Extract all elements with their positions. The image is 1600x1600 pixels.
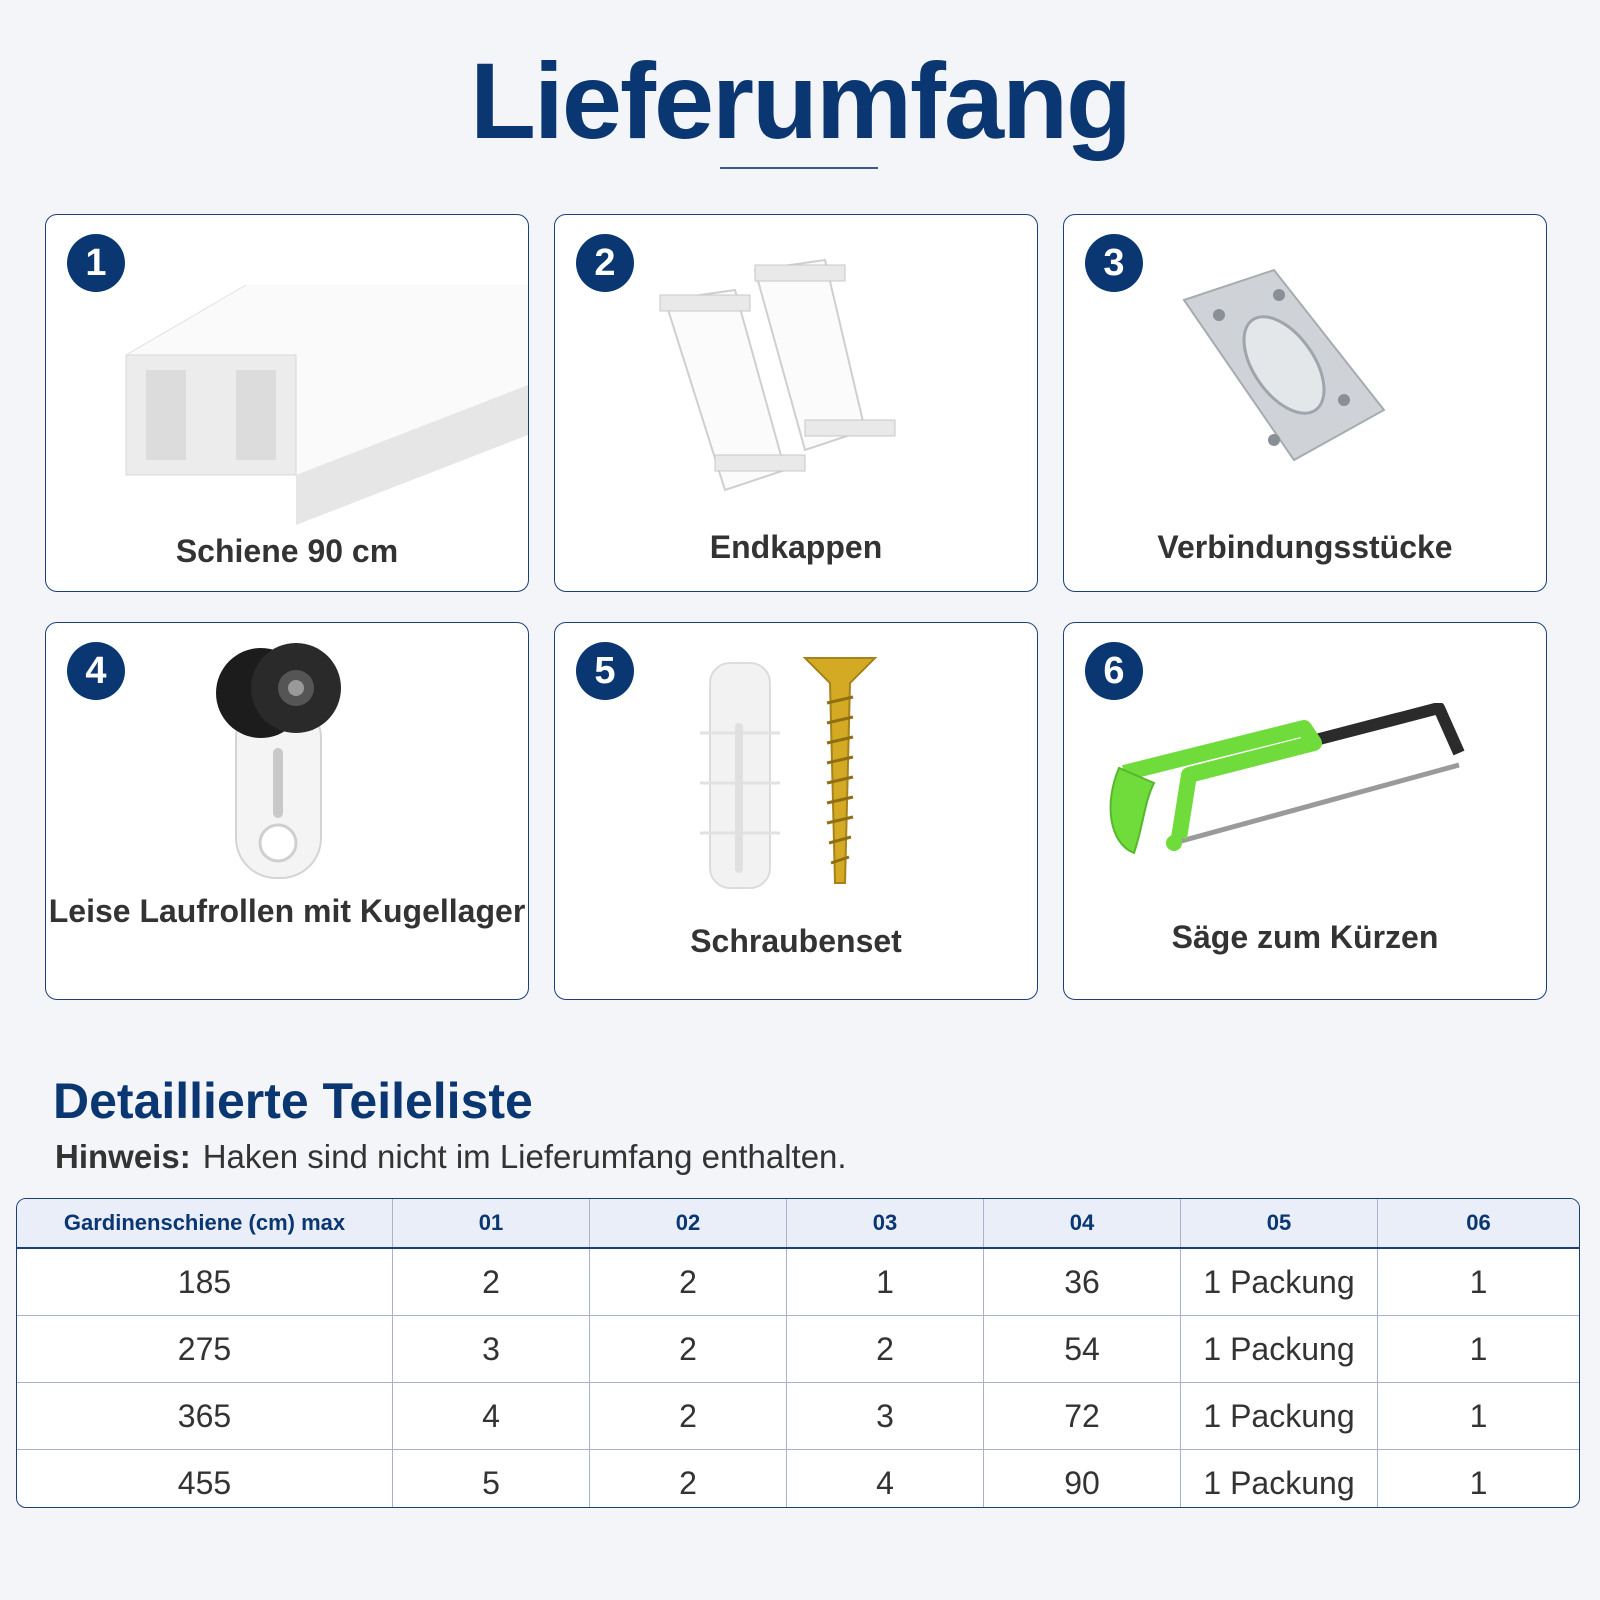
- table-cell: 1 Packung: [1181, 1450, 1378, 1508]
- table-cell: 2: [590, 1249, 787, 1315]
- table-row: [17, 1383, 1579, 1450]
- screw-anchor-icon: [695, 653, 895, 893]
- table-cell: 4: [787, 1450, 984, 1508]
- table-cell: 1: [1469, 1263, 1488, 1300]
- title-underline: [720, 167, 878, 169]
- table-cell: 36: [984, 1249, 1181, 1315]
- table-cell: 3: [393, 1316, 590, 1382]
- table-header-cell: 06: [1466, 1210, 1491, 1235]
- table-row: [17, 1249, 1579, 1316]
- item-number-badge: 5: [576, 642, 634, 700]
- table-cell: 1: [1469, 1397, 1488, 1434]
- table-header-cell: Gardinenschiene (cm) max: [17, 1199, 393, 1247]
- table-cell: 2: [590, 1450, 787, 1508]
- note-text: Haken sind nicht im Lieferumfang enthalten.: [202, 1138, 847, 1175]
- table-cell: 1 Packung: [1181, 1249, 1378, 1315]
- table-header-cell: 01: [393, 1199, 590, 1247]
- table-cell: 185: [17, 1249, 393, 1315]
- table-cell: 1: [787, 1249, 984, 1315]
- item-card-endcaps: [554, 214, 1038, 592]
- table-cell: 5: [393, 1450, 590, 1508]
- item-card-screws: [554, 622, 1038, 1000]
- end-caps-icon: [655, 250, 935, 510]
- page-title: Lieferumfang: [469, 40, 1131, 161]
- table-cell: 2: [590, 1316, 787, 1382]
- item-card-rail: [45, 214, 529, 592]
- item-label: Verbindungsstücke: [1157, 529, 1453, 565]
- item-number-badge: 6: [1085, 642, 1143, 700]
- item-card-connector: [1063, 214, 1547, 592]
- table-cell: 2: [787, 1316, 984, 1382]
- table-cell: 365: [17, 1383, 393, 1449]
- item-number-badge: 1: [67, 234, 125, 292]
- table-cell: 2: [393, 1249, 590, 1315]
- item-card-saw: [1063, 622, 1547, 1000]
- table-cell: 1: [1469, 1464, 1488, 1501]
- table-header-cell: 05: [1181, 1199, 1378, 1247]
- table-cell: 72: [984, 1383, 1181, 1449]
- parts-list-title: Detaillierte Teileliste: [53, 1073, 533, 1129]
- table-cell: 2: [590, 1383, 787, 1449]
- table-header-cell: 03: [787, 1199, 984, 1247]
- note: [55, 1138, 847, 1176]
- item-card-roller: [45, 622, 529, 1000]
- roller-glider-icon: [206, 638, 356, 888]
- item-label: Schiene 90 cm: [175, 533, 399, 569]
- item-number-badge: 2: [576, 234, 634, 292]
- item-label: Endkappen: [709, 529, 883, 565]
- table-header-cell: 02: [590, 1199, 787, 1247]
- table-row: [17, 1316, 1579, 1383]
- table-cell: 4: [393, 1383, 590, 1449]
- table-cell: 1 Packung: [1181, 1383, 1378, 1449]
- rail-profile-icon: [116, 275, 528, 525]
- item-label: Schraubenset: [690, 923, 902, 959]
- table-cell: 1 Packung: [1181, 1316, 1378, 1382]
- item-label: Säge zum Kürzen: [1171, 919, 1439, 955]
- table-cell: 3: [787, 1383, 984, 1449]
- table-row: [17, 1450, 1579, 1508]
- table-cell: 1: [1469, 1330, 1488, 1367]
- connector-plate-icon: [1174, 260, 1394, 480]
- table-cell: 54: [984, 1316, 1181, 1382]
- table-header-row: [17, 1199, 1579, 1249]
- item-number-badge: 4: [67, 642, 125, 700]
- table-cell: 275: [17, 1316, 393, 1382]
- table-header-cell: 04: [984, 1199, 1181, 1247]
- parts-table: [16, 1198, 1580, 1508]
- hacksaw-icon: [1104, 703, 1494, 883]
- table-cell: 455: [17, 1450, 393, 1508]
- item-label: Leise Laufrollen mit Kugellager: [48, 893, 526, 929]
- table-cell: 90: [984, 1450, 1181, 1508]
- note-label: Hinweis:: [55, 1138, 191, 1175]
- item-number-badge: 3: [1085, 234, 1143, 292]
